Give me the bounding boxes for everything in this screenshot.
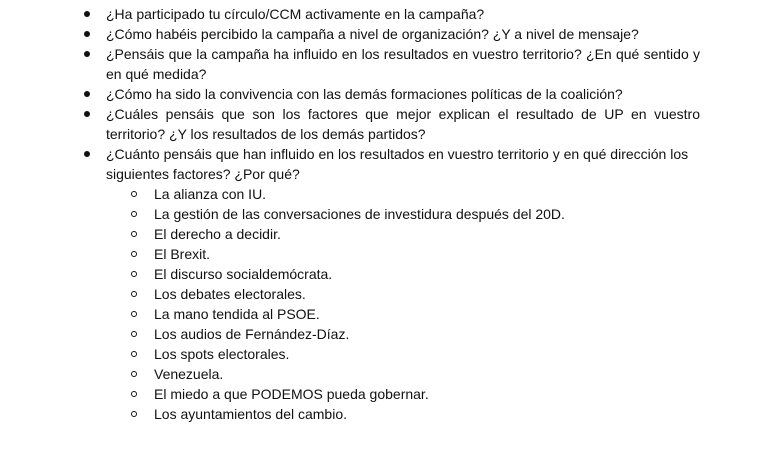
- circle-bullet-icon: [131, 391, 137, 397]
- question-item: [0, 144, 762, 424]
- factor-item: [106, 404, 700, 424]
- factor-item: [106, 244, 700, 264]
- bullet-icon: [84, 51, 90, 57]
- factor-item: [106, 364, 700, 384]
- factor-item: [106, 264, 700, 284]
- circle-bullet-icon: [131, 271, 137, 277]
- factor-item: [106, 324, 700, 344]
- factor-item: [106, 184, 700, 204]
- factor-text: Los debates electorales.: [154, 286, 306, 302]
- circle-bullet-icon: [131, 211, 137, 217]
- question-text: ¿Cómo ha sido la convivencia con las demás formaciones políticas de la coalición?: [106, 86, 623, 102]
- factor-text: La alianza con IU.: [154, 186, 267, 202]
- factor-item: [106, 204, 700, 224]
- factor-item: [106, 384, 700, 404]
- circle-bullet-icon: [131, 251, 137, 257]
- factor-list: [106, 184, 700, 424]
- bullet-icon: [84, 11, 90, 17]
- bullet-icon: [84, 91, 90, 97]
- question-text: ¿Ha participado tu círculo/CCM activamente en la campaña?: [106, 6, 485, 22]
- bullet-icon: [84, 111, 90, 117]
- factor-text: La mano tendida al PSOE.: [154, 306, 320, 322]
- factor-text: Venezuela.: [154, 366, 224, 382]
- factor-text: La gestión de las conversaciones de investidura después del 20D.: [154, 206, 565, 222]
- circle-bullet-icon: [131, 291, 137, 297]
- question-text: ¿Pensáis que la campaña ha influido en los resultados en vuestro territorio? ¿En qué sentido y en qué medida?: [106, 46, 700, 82]
- factor-item: [106, 344, 700, 364]
- bullet-icon: [84, 151, 90, 157]
- factor-text: El miedo a que PODEMOS pueda gobernar.: [154, 386, 429, 402]
- circle-bullet-icon: [131, 311, 137, 317]
- bullet-icon: [84, 31, 90, 37]
- factor-text: El derecho a decidir.: [154, 226, 281, 242]
- factor-text: Los ayuntamientos del cambio.: [154, 406, 347, 422]
- circle-bullet-icon: [131, 331, 137, 337]
- circle-bullet-icon: [131, 231, 137, 237]
- question-item: [0, 84, 762, 104]
- factor-text: El discurso socialdemócrata.: [154, 266, 333, 282]
- question-text: ¿Cómo habéis percibido la campaña a nivel de organización? ¿Y a nivel de mensaje?: [106, 26, 639, 42]
- question-text: ¿Cuánto pensáis que han influido en los resultados en vuestro territorio y en qué dirección los siguientes factores? ¿Por qué?: [106, 146, 689, 182]
- question-item: [0, 44, 762, 84]
- factor-item: [106, 224, 700, 244]
- question-list: [0, 4, 762, 424]
- factor-item: [106, 304, 700, 324]
- factor-text: Los audios de Fernández-Díaz.: [154, 326, 350, 342]
- question-item: [0, 24, 762, 44]
- circle-bullet-icon: [131, 411, 137, 417]
- circle-bullet-icon: [131, 351, 137, 357]
- factor-text: Los spots electorales.: [154, 346, 290, 362]
- circle-bullet-icon: [131, 371, 137, 377]
- question-item: [0, 104, 762, 144]
- question-item: [0, 4, 762, 24]
- factor-item: [106, 284, 700, 304]
- question-text: ¿Cuáles pensáis que son los factores que mejor explican el resultado de UP en vuestro territorio? ¿Y los resultados de los demás partidos?: [106, 106, 700, 142]
- circle-bullet-icon: [131, 191, 137, 197]
- factor-text: El Brexit.: [154, 246, 211, 262]
